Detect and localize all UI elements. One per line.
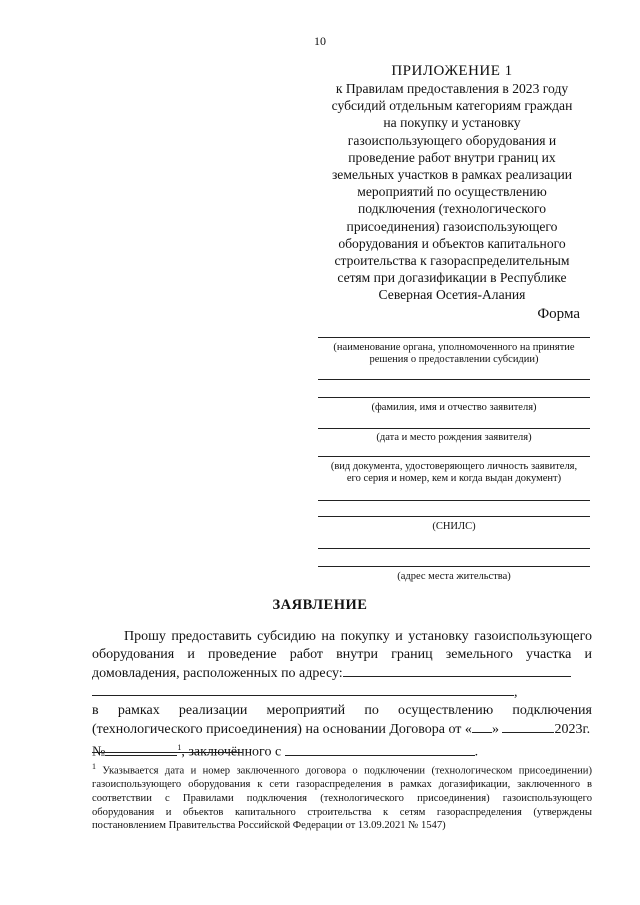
page-number: 10: [314, 34, 326, 48]
body-line: в рамках реализации мероприятий по осуществлению подключения: [92, 703, 592, 718]
id-document-line[interactable]: [318, 456, 590, 457]
appendix-line: субсидий отдельным категориям граждан: [331, 98, 573, 114]
address-field: [318, 548, 590, 583]
appendix-line: земельных участков в рамках реализации: [331, 167, 573, 183]
appendix-line: Северная Осетия-Алания: [378, 287, 526, 303]
appendix-line: оборудования и объектов капитального: [338, 235, 566, 251]
footnote-mark: 1: [92, 762, 96, 771]
birth-caption: (дата и место рождения заявителя): [376, 432, 532, 443]
snils-line[interactable]: [318, 516, 590, 517]
statement-heading: ЗАЯВЛЕНИЕ: [272, 597, 368, 613]
appendix-header: [302, 62, 602, 304]
authority-line[interactable]: [318, 337, 590, 338]
snils-caption: (СНИЛС): [432, 521, 476, 532]
body-line-contract: (технологического присоединения) на основании Договора от « » 2023г.: [92, 722, 591, 737]
body-line: оборудования и проведение работ внутри границ земельного участка и: [92, 647, 592, 662]
body-line-address-cont: ,: [92, 683, 592, 702]
fio-field: [318, 379, 590, 414]
fio-caption: (фамилия, имя и отчество заявителя): [371, 402, 537, 413]
appendix-text: [302, 80, 602, 304]
appendix-line: к Правилам предоставления в 2023 году: [335, 81, 569, 96]
fio-line-2[interactable]: [318, 397, 590, 398]
footnote-separator: [92, 752, 242, 753]
appendix-line: на покупку и установку: [383, 115, 521, 131]
appendix-line: сетям при догазификации в Республике: [337, 270, 567, 286]
body-line-number: № $^1$, заключённого с .: [92, 743, 479, 760]
address-input-line-2[interactable]: [92, 683, 514, 696]
id-document-caption: (вид документа, удостоверяющего личность заявителя, его серия и номер, кем и когда выдан документ): [330, 461, 578, 484]
id-document-line-2[interactable]: [318, 500, 590, 501]
appendix-line: проведение работ внутри границ их: [348, 149, 556, 165]
address-input-line[interactable]: [343, 664, 571, 677]
footnote: [92, 760, 592, 833]
appendix-line: присоединения) газоиспользующего: [346, 218, 558, 234]
address-caption: (адрес места жительства): [397, 571, 511, 582]
appendix-title: ПРИЛОЖЕНИЕ 1: [391, 63, 513, 79]
birth-field: [318, 428, 590, 444]
address-line-2[interactable]: [318, 566, 590, 567]
footnote-text: Указывается дата и номер заключенного договора о подключении (технологическом присоединении) газоиспользующего оборудования к сети газораспределения в рамках догазификации, заключенного в соответствии с Правилами подключения (технологического присоединения) газоиспользующего оборудования и объектов капитального строительства к сетям газораспределения (утверждены постановлением Правительства Российской Федерации от 13.09.2021 № 1547): [92, 765, 592, 832]
contract-party-input[interactable]: [285, 743, 475, 756]
statement-body: [92, 628, 592, 762]
snils-field: [318, 516, 590, 533]
appendix-line: подключения (технологического: [357, 201, 547, 217]
contract-month-input[interactable]: [502, 720, 554, 733]
address-line-1[interactable]: [318, 548, 590, 549]
appendix-line: газоиспользующего оборудования и: [347, 132, 557, 148]
authority-field: [318, 337, 590, 366]
fio-line-1[interactable]: [318, 379, 590, 380]
id-document-field: [318, 456, 590, 501]
authority-caption: (наименование органа, уполномоченного на принятие решения о предоставлении субсидии): [333, 342, 575, 365]
appendix-line: строительства к газораспределительным: [334, 253, 570, 269]
contract-number-input[interactable]: [105, 743, 177, 756]
footnote-ref[interactable]: 1: [177, 743, 182, 752]
body-line: Прошу предоставить субсидию на покупку и установку газоиспользующего: [124, 629, 592, 644]
appendix-line: мероприятий по осуществлению: [357, 184, 547, 200]
form-label: Форма: [537, 306, 580, 322]
birth-line[interactable]: [318, 428, 590, 429]
body-line-address: домовладения, расположенных по адресу:: [92, 664, 592, 683]
contract-day-input[interactable]: [472, 720, 492, 733]
